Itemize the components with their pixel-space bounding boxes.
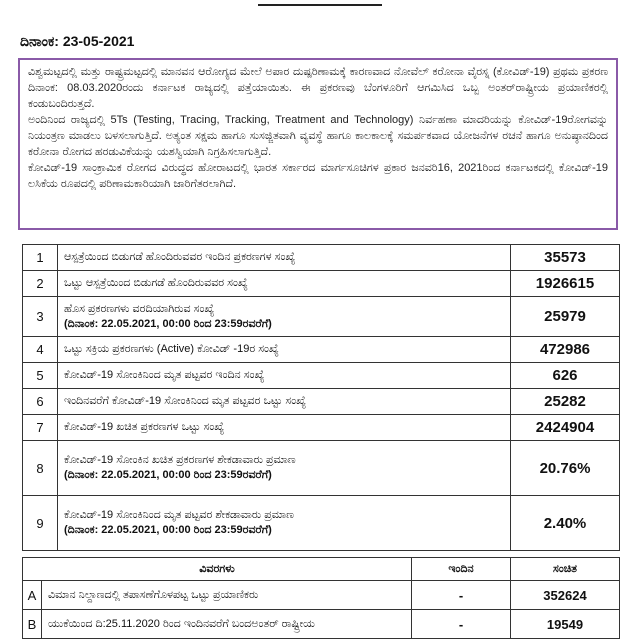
row-label xyxy=(58,389,511,415)
stats-table xyxy=(22,244,620,551)
row-date-range: (ದಿನಾಂಕ: 22.05.2021, 00:00 ರಿಂದ 23:59ರವರೆಗೆ) xyxy=(64,317,272,330)
row-label xyxy=(58,271,511,297)
row-number: 4 xyxy=(23,337,58,363)
table-row xyxy=(23,245,620,271)
row-cumulative: 352624 xyxy=(511,581,620,610)
row-value: 1926615 xyxy=(511,271,620,297)
row-number: 2 xyxy=(23,271,58,297)
row-today: - xyxy=(412,581,511,610)
row-number: 1 xyxy=(23,245,58,271)
row-date-range: (ದಿನಾಂಕ: 22.05.2021, 00:00 ರಿಂದ 23:59ರವರೆಗೆ) xyxy=(64,469,272,481)
row-label xyxy=(58,245,511,271)
intro-paragraph: ಅಂದಿನಿಂದ ರಾಜ್ಯದಲ್ಲಿ 5Ts (Testing, Tracing, Tracking, Treatment and Technology) ನಿರ್ವಹಣಾ ಮಾದರಿಯನ್ನು ಕೋವಿಡ್-19ರೋಗವನ್ನು ನಿಯಂತ್ರಣ ಮಾಡಲು ಬಳಸಲಾಗುತ್ತಿದೆ. ಅತ್ಯಂತ ಸಕ್ಷಮ ಹಾಗೂ ಸುಸಜ್ಜಿತವಾಗಿ ವ್ಯವಸ್ಥೆ ಹಾಗೂ ಕಾಲಕಾಲಕ್ಕೆ ಸಮರ್ಪಕವಾದ ಯೋಜನೆಗಳ ರಚನೆ ಹಾಗೂ ಅನುಷ್ಠಾನದಿಂದ ಕರೋನಾ ರೋಗದ ಹರಡುವಿಕೆಯನ್ನು ಯಶಸ್ವಿಯಾಗಿ ನಿಗ್ರಹಿಸಲಾಗುತ್ತಿದೆ. xyxy=(28,114,608,158)
row-label-text: ಕೋವಿಡ್-19 ಸೋಂಕಿನಿಂದ ಮೃತ ಪಟ್ಟವರ ಶೇಕಡಾವಾರು ಪ್ರಮಾಣ xyxy=(64,509,294,521)
row-label xyxy=(58,363,511,389)
row-label xyxy=(58,297,511,337)
row-label xyxy=(58,496,511,551)
row-label xyxy=(58,415,511,441)
table-header-row xyxy=(23,558,620,581)
row-number: 9 xyxy=(23,496,58,551)
header-cumulative: ಸಂಚಿತ xyxy=(511,558,620,581)
row-date-range: (ದಿನಾಂಕ: 22.05.2021, 00:00 ರಿಂದ 23:59ರವರೆಗೆ) xyxy=(64,524,272,536)
row-label-text: ಕೋವಿಡ್-19 ಖಚಿತ ಪ್ರಕರಣಗಳ ಒಟ್ಟು ಸಂಖ್ಯೆ xyxy=(64,421,225,433)
row-value: 25282 xyxy=(511,389,620,415)
row-value: 2.40% xyxy=(511,496,620,551)
row-label-text: ಕೋವಿಡ್-19 ಸೋಂಕಿನ ಖಚಿತ ಪ್ರಕರಣಗಳ ಶೇಕಡಾವಾರು ಪ್ರಮಾಣ xyxy=(64,454,296,466)
row-cumulative: 19549 xyxy=(511,610,620,639)
date-line: ದಿನಾಂಕ: 23-05-2021 xyxy=(20,33,135,49)
table-row xyxy=(23,337,620,363)
row-value: 472986 xyxy=(511,337,620,363)
table-row xyxy=(23,441,620,496)
row-number: 8 xyxy=(23,441,58,496)
intro-paragraph: ವಿಶ್ವಮಟ್ಟದಲ್ಲಿ ಮತ್ತು ರಾಷ್ಟ್ರಮಟ್ಟದಲ್ಲಿ ಮಾನವನ ಆರೋಗ್ಯದ ಮೇಲೆ ಅಪಾರ ದುಷ್ಪರಿಣಾಮಕ್ಕೆ ಕಾರಣವಾದ ನೋವೆಲ್ ಕರೋನಾ ವೈರಸ್ನ (ಕೋವಿಡ್-19) ಪ್ರಥಮ ಪ್ರಕರಣ ದಿನಾಂಕ: 08.03.2020ರಂದು ಕರ್ನಾಟಕ ರಾಜ್ಯದಲ್ಲಿ ಪತ್ತೆಯಾಯಿತು. ಈ ಪ್ರಕರಣವು ಬೆಂಗಳೂರಿಗೆ ಆಗಮಿಸಿದ ಒಬ್ಬ ಅಂತರ್‌ರಾಷ್ಟ್ರೀಯ ಪ್ರಯಾಣಿಕರಲ್ಲಿ ಕಂಡುಬಂದಿರುತ್ತದೆ. xyxy=(28,66,608,110)
row-value: 626 xyxy=(511,363,620,389)
table-row xyxy=(23,297,620,337)
row-description: ವಿಮಾನ ನಿಲ್ದಾಣದಲ್ಲಿ ತಪಾಸಣೆಗೊಳಪಟ್ಟ ಒಟ್ಟು ಪ್ರಯಾಣಿಕರು xyxy=(42,581,412,610)
row-label-text: ಆಸ್ಪತ್ರೆಯಿಂದ ಬಿಡುಗಡೆ ಹೊಂದಿರುವವರ ಇಂದಿನ ಪ್ರಕರಣಗಳ ಸಂಖ್ಯೆ xyxy=(64,251,296,263)
row-label-text: ಹೊಸ ಪ್ರಕರಣಗಳು ವರದಿಯಾಗಿರುವ ಸಂಖ್ಯೆ xyxy=(64,302,215,315)
table-row xyxy=(23,271,620,297)
table-row xyxy=(23,610,620,639)
header-details: ವಿವರಗಳು xyxy=(23,558,412,581)
header-today: ಇಂದಿನ xyxy=(412,558,511,581)
row-label xyxy=(58,441,511,496)
table-row xyxy=(23,363,620,389)
table-row xyxy=(23,496,620,551)
row-label-text: ಇಂದಿನವರೆಗೆ ಕೋವಿಡ್-19 ಸೋಂಕಿನಿಂದ ಮೃತ ಪಟ್ಟವರ ಒಟ್ಟು ಸಂಖ್ಯೆ xyxy=(64,395,307,407)
intro-paragraph: ಕೋವಿಡ್-19 ಸಾಂಕ್ರಾಮಿಕ ರೋಗದ ವಿರುದ್ಧದ ಹೋರಾಟದಲ್ಲಿ ಭಾರತ ಸರ್ಕಾರದ ಮಾರ್ಗಸೂಚಿಗಳ ಪ್ರಕಾರ ಜನವರಿ16, 2021ರಿಂದ ಕರ್ನಾಟಕದಲ್ಲಿ ಕೋವಿಡ್-19 ಲಸಿಕೆಯ ರೂಪದಲ್ಲಿ ಪರಿಣಾಮಕಾರಿಯಾಗಿ ಜಾರಿಗೆತರಲಾಗಿದೆ. xyxy=(28,162,608,190)
intro-box xyxy=(18,58,618,230)
row-value: 35573 xyxy=(511,245,620,271)
row-label xyxy=(58,337,511,363)
row-today: - xyxy=(412,610,511,639)
row-value: 20.76% xyxy=(511,441,620,496)
row-label-text: ಒಟ್ಟು ಸಕ್ರಿಯ ಪ್ರಕರಣಗಳು (Active) ಕೋವಿಡ್ -19ರ ಸಂಖ್ಯೆ xyxy=(64,343,279,355)
row-number: 3 xyxy=(23,297,58,337)
row-letter: A xyxy=(23,581,42,610)
table-row xyxy=(23,415,620,441)
row-label-text: ಒಟ್ಟು ಆಸ್ಪತ್ರೆಯಿಂದ ಬಿಡುಗಡೆ ಹೊಂದಿರುವವರ ಸಂಖ್ಯೆ xyxy=(64,277,248,289)
title-underline xyxy=(258,0,382,6)
row-description: ಯುಕೆಯಿಂದ ದಿ:25.11.2020 ರಿಂದ ಇಂದಿನವರೆಗೆ ಬಂದಅಂತರ್ ರಾಷ್ಟ್ರೀಯ xyxy=(42,610,412,639)
row-label-text: ಕೋವಿಡ್-19 ಸೋಂಕಿನಿಂದ ಮೃತ ಪಟ್ಟವರ ಇಂದಿನ ಸಂಖ್ಯೆ xyxy=(64,369,265,381)
row-letter: B xyxy=(23,610,42,639)
table-row xyxy=(23,389,620,415)
row-number: 6 xyxy=(23,389,58,415)
row-number: 5 xyxy=(23,363,58,389)
row-value: 2424904 xyxy=(511,415,620,441)
row-value: 25979 xyxy=(511,297,620,337)
details-table xyxy=(22,557,620,639)
row-number: 7 xyxy=(23,415,58,441)
table-row xyxy=(23,581,620,610)
